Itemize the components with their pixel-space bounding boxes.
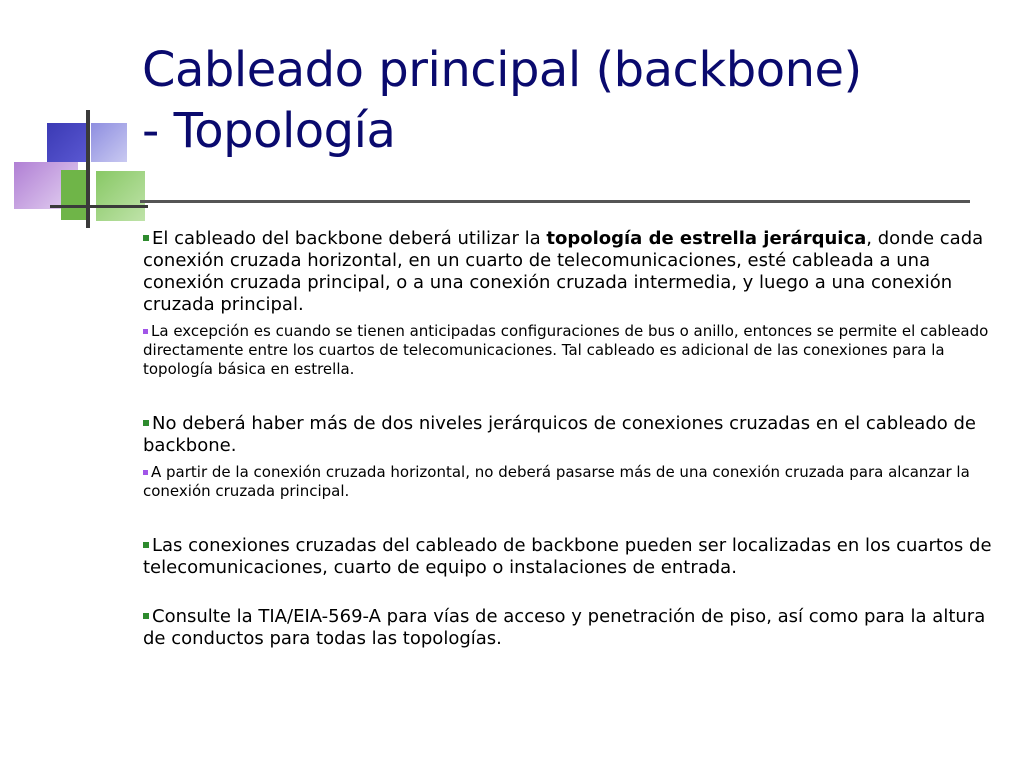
sub-bullet-square-icon xyxy=(143,470,148,475)
decorative-vertical-line xyxy=(86,110,90,228)
bullet-2 xyxy=(143,413,993,457)
decorative-horizontal-line xyxy=(50,205,148,208)
sub-bullet-square-icon xyxy=(143,329,148,334)
bullet-square-icon xyxy=(143,613,149,619)
bullet-3-text: Las conexiones cruzadas del cableado de backbone pueden ser localizadas en los cuartos de telecomunicaciones, cuarto de equipo o instalaciones de entrada. xyxy=(143,535,992,578)
green-square xyxy=(61,170,87,220)
slide-body xyxy=(143,228,993,650)
bullet-1-text-start: El cableado del backbone deberá utilizar la xyxy=(152,228,547,249)
bullet-3 xyxy=(143,535,993,579)
bullet-square-icon xyxy=(143,542,149,548)
decorative-squares xyxy=(0,0,160,240)
sub-bullet-2-text: A partir de la conexión cruzada horizontal, no deberá pasarse más de una conexión cruzada para alcanzar la conexión cruzada principal. xyxy=(143,463,970,500)
sub-bullet-1 xyxy=(143,322,993,379)
light-blue-square xyxy=(91,123,127,162)
bullet-4-text: Consulte la TIA/EIA-569-A para vías de acceso y penetración de piso, así como para la altura de conductos para todas las topologías. xyxy=(143,606,986,649)
light-green-square xyxy=(96,171,145,221)
bullet-1-text-end: , donde cada conexión cruzada horizontal, en un cuarto de telecomunicaciones, esté cableada a una conexión cruzada principal, o a una conexión cruzada intermedia, y luego a una conexión cruzada principal. xyxy=(143,228,984,315)
bullet-1-bold-text: topología de estrella jerárquica xyxy=(546,228,867,249)
bullet-1 xyxy=(143,228,993,316)
blue-square xyxy=(47,123,87,162)
sub-bullet-1-text: La excepción es cuando se tienen anticipadas configuraciones de bus o anillo, entonces se permite el cableado directamente entre los cuartos de telecomunicaciones. Tal cableado es adicional de las conexiones para la topología básica en estrella. xyxy=(143,322,989,378)
bullet-square-icon xyxy=(143,235,149,241)
sub-bullet-2 xyxy=(143,463,993,501)
title-divider xyxy=(140,200,970,203)
slide-title: Cableado principal (backbone) - Topología xyxy=(142,42,862,159)
bullet-4 xyxy=(143,606,993,650)
bullet-square-icon xyxy=(143,420,149,426)
bullet-2-text: No deberá haber más de dos niveles jerárquicos de conexiones cruzadas en el cableado de backbone. xyxy=(143,413,976,456)
